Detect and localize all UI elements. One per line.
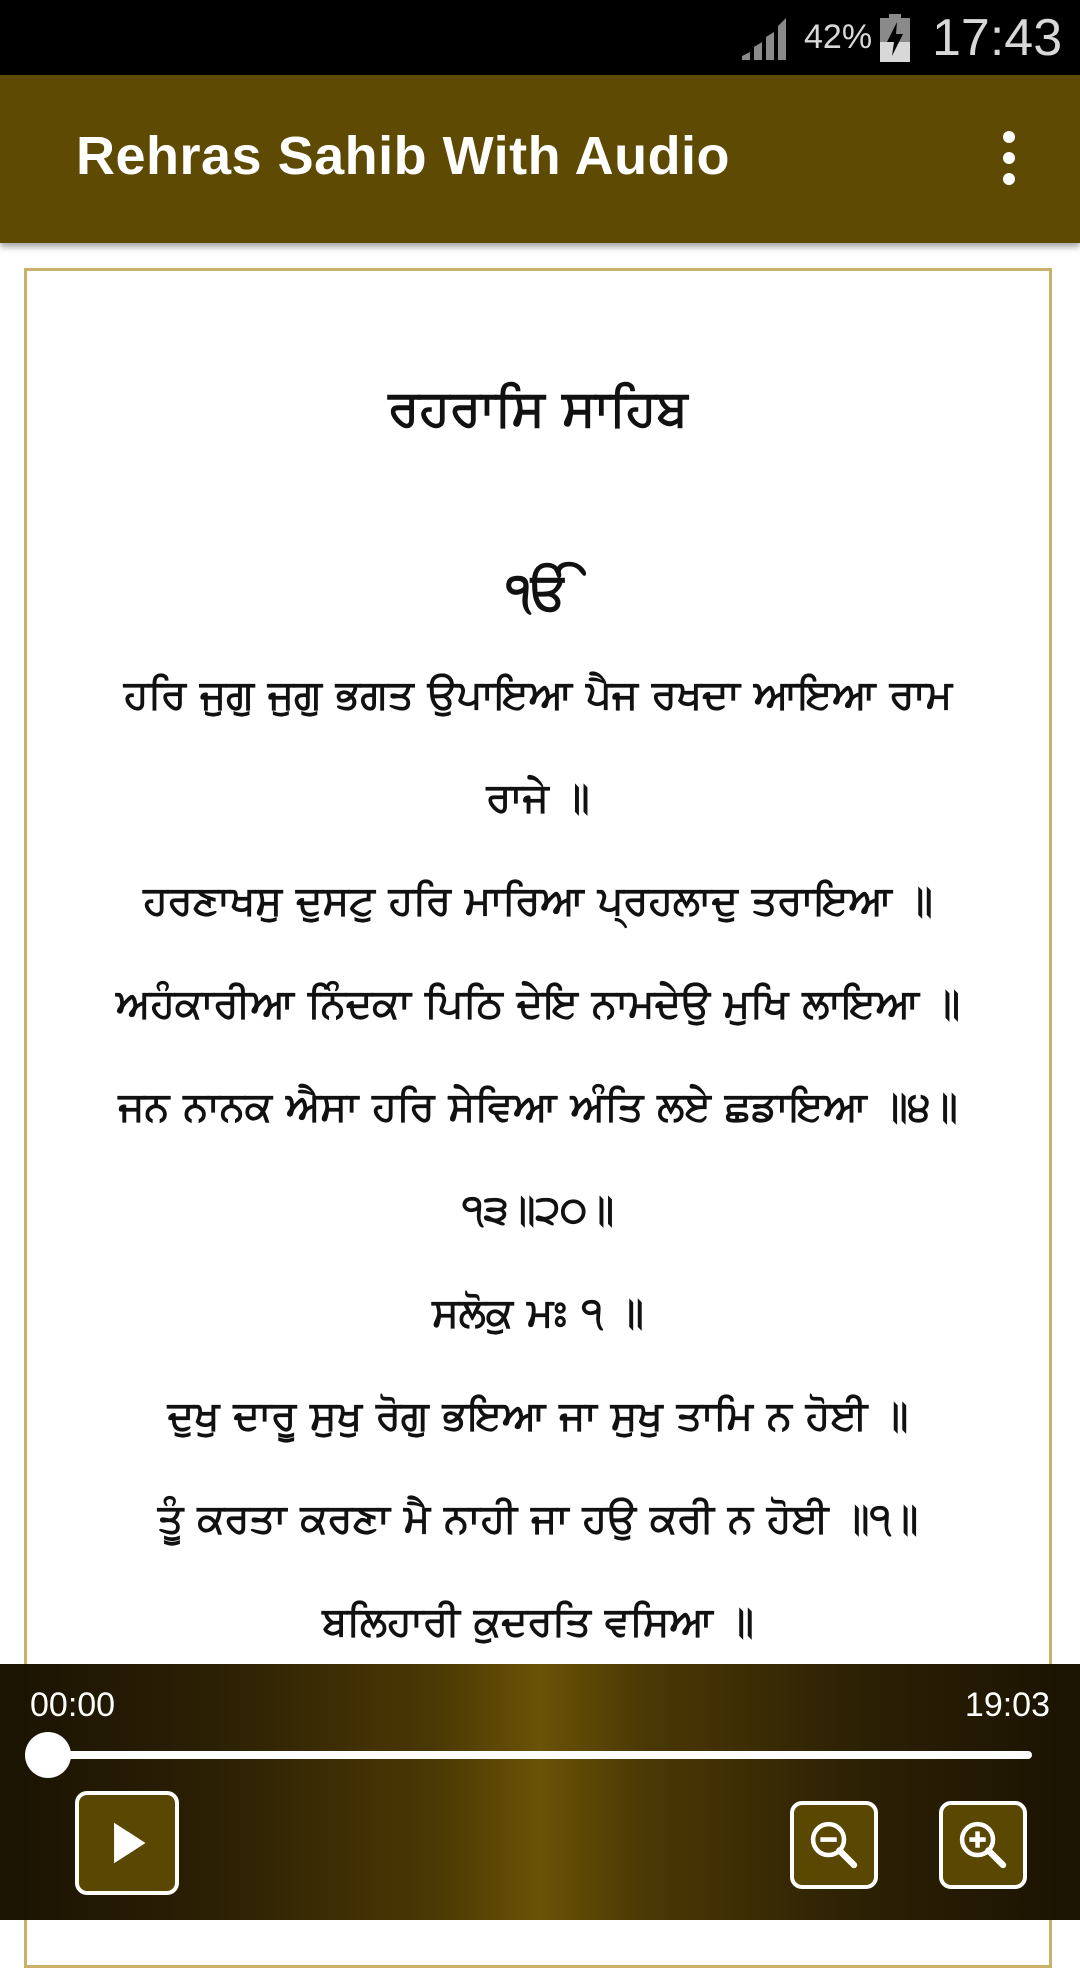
zoom-out-icon	[794, 1805, 874, 1885]
battery-charging-icon	[880, 14, 910, 62]
gurbani-line: ਤੂੰ ਕਰਤਾ ਕਰਣਾ ਮੈ ਨਾਹੀ ਜਾ ਹਉ ਕਰੀ ਨ ਹੋਈ ॥੧॥	[157, 1496, 919, 1542]
page-title: ਰਹਰਾਸਿ ਸਾਹਿਬ	[388, 379, 688, 437]
zoom-in-icon	[943, 1805, 1023, 1885]
current-time: 00:00	[30, 1686, 116, 1724]
seek-bar[interactable]	[48, 1751, 1032, 1759]
duration-time: 19:03	[964, 1686, 1050, 1724]
gurbani-line: ਬਲਿਹਾਰੀ ਕੁਦਰਤਿ ਵਸਿਆ ॥	[322, 1599, 754, 1645]
gurbani-line: ਹਰਣਾਖਸੁ ਦੁਸਟੁ ਹਰਿ ਮਾਰਿਆ ਪ੍ਰਹਲਾਦੁ ਤਰਾਇਆ ॥	[143, 878, 933, 924]
play-button[interactable]	[75, 1791, 179, 1895]
gurbani-line: ੧੩॥੨੦॥	[461, 1187, 615, 1233]
play-icon	[79, 1795, 175, 1891]
app-bar	[0, 75, 1080, 243]
seek-thumb[interactable]	[25, 1732, 71, 1778]
gurbani-line: ੴ	[506, 562, 570, 622]
app-title: Rehras Sahib With Audio	[76, 126, 731, 186]
zoom-out-button[interactable]	[790, 1801, 878, 1889]
gurbani-line: ਹਰਿ ਜੁਗੁ ਜੁਗੁ ਭਗਤ ਉਪਾਇਆ ਪੈਜ ਰਖਦਾ ਆਇਆ ਰਾਮ	[123, 672, 953, 718]
battery-percent: 42%	[804, 18, 873, 56]
gurbani-line: ਸਲੋਕੁ ਮਃ ੧ ॥	[432, 1290, 644, 1336]
signal-icon	[738, 14, 790, 62]
audio-player	[0, 1664, 1080, 1920]
more-vert-icon[interactable]	[990, 127, 1028, 189]
status-bar	[0, 0, 1080, 75]
gurbani-line: ਅਹੰਕਾਰੀਆ ਨਿੰਦਕਾ ਪਿਠਿ ਦੇਇ ਨਾਮਦੇਉ ਮੁਖਿ ਲਾਇਆ ॥	[115, 981, 961, 1027]
zoom-in-button[interactable]	[939, 1801, 1027, 1889]
gurbani-line: ਜਨ ਨਾਨਕ ਐਸਾ ਹਰਿ ਸੇਵਿਆ ਅੰਤਿ ਲਏ ਛਡਾਇਆ ॥੪॥	[118, 1084, 958, 1130]
gurbani-text	[27, 541, 1049, 1674]
gurbani-line: ਰਾਜੇ ॥	[486, 775, 590, 821]
gurbani-line: ਦੁਖੁ ਦਾਰੂ ਸੁਖੁ ਰੋਗੁ ਭਇਆ ਜਾ ਸੁਖੁ ਤਾਮਿ ਨ ਹੋਈ ॥	[167, 1393, 909, 1439]
status-time: 17:43	[932, 9, 1063, 67]
